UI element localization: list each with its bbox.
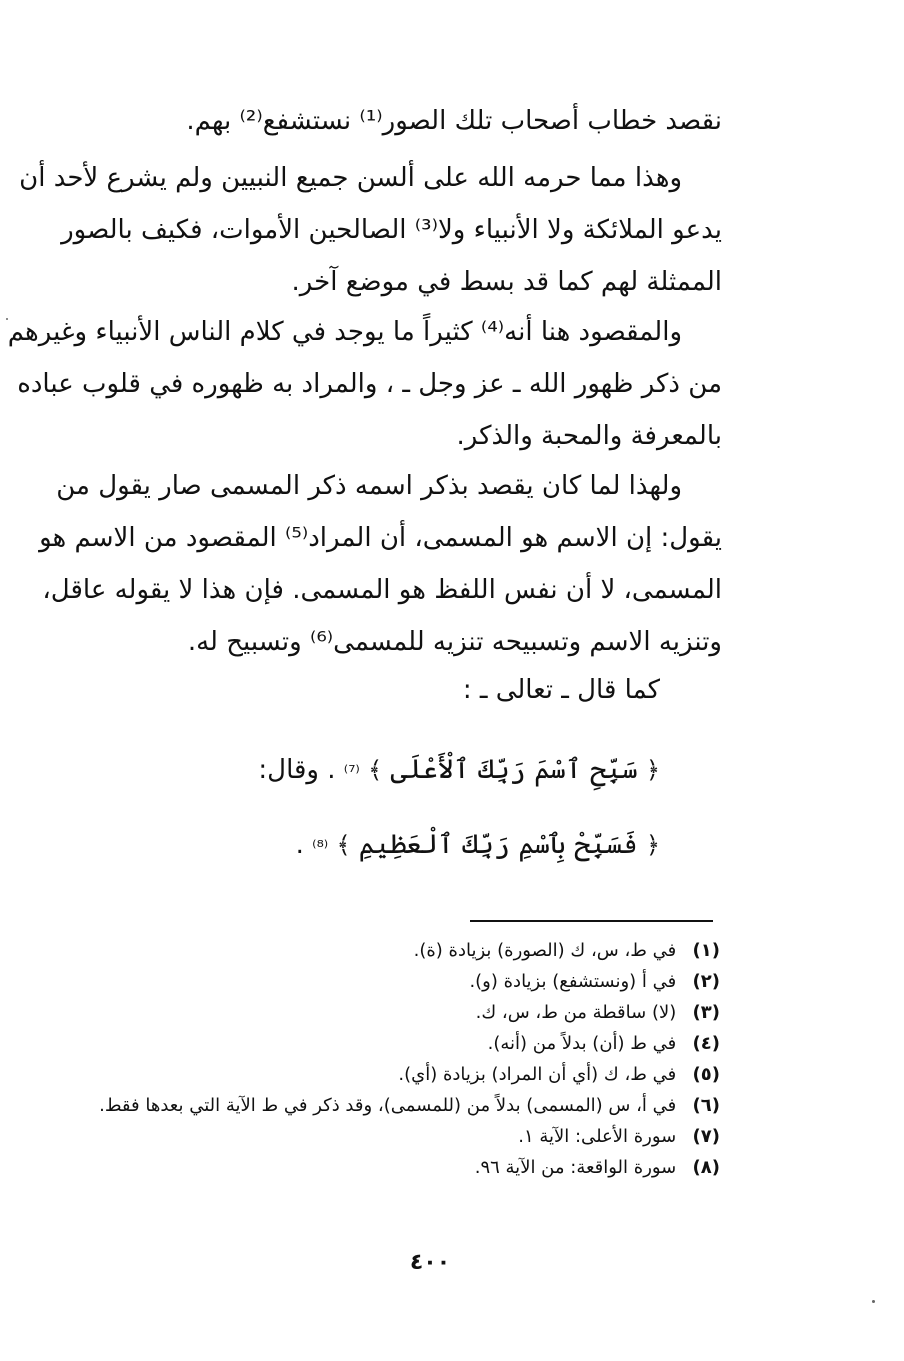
- quran-verse-2: [200, 825, 660, 868]
- verse-trailing-text: . وقال:: [258, 755, 336, 785]
- footnote-text: سورة الأعلى: الآية ١.: [518, 1126, 677, 1147]
- footnote-item: [40, 1059, 720, 1090]
- body-line-5: والمقصود هنا أنه⁽⁴⁾ كثيراً ما يوجد في كلام الناس الأنبياء وغيرهم: [7, 317, 682, 347]
- footnote-separator: [470, 920, 713, 922]
- verse-close-bracket: ﴾: [368, 756, 383, 784]
- footnote-item: [40, 966, 720, 997]
- scan-speck: [6, 318, 8, 320]
- footnote-item: [40, 997, 720, 1028]
- footnote-number: (٤): [692, 1033, 720, 1054]
- body-line-3: يدعو الملائكة ولا الأنبياء ولا⁽³⁾ الصالحين الأموات، فكيف بالصور: [61, 215, 722, 245]
- scan-speck: [872, 1300, 875, 1303]
- verse-open-bracket: ﴿: [645, 831, 660, 859]
- footnote-number: (١): [692, 940, 720, 961]
- footnotes: [40, 935, 720, 1183]
- verse-footnote-ref: ⁽⁸⁾: [312, 837, 329, 858]
- footnote-number: (٢): [692, 971, 720, 992]
- body-line-4: الممثلة لهم كما قد بسط في موضع آخر.: [291, 267, 722, 297]
- verse-trailing-text: .: [295, 830, 304, 860]
- paragraph-1: [150, 95, 722, 147]
- verse-footnote-ref: ⁽⁷⁾: [343, 762, 360, 783]
- footnote-item: [40, 1152, 720, 1183]
- paragraph-2: [19, 152, 722, 308]
- quran-verse-1: [200, 750, 660, 793]
- verse-text: سَبِّحِ ٱسْمَ رَبِّكَ ٱلْأَعْلَى: [390, 754, 638, 785]
- footnote-text: في ط (أن) بدلاً من (أنه).: [487, 1033, 677, 1054]
- paragraph-5: [150, 664, 722, 716]
- body-line-6: من ذكر ظهور الله ـ عز وجل ـ ، والمراد به ظهوره في قلوب عباده: [17, 369, 722, 399]
- footnote-text: سورة الواقعة: من الآية ٩٦.: [474, 1157, 677, 1178]
- footnote-number: (٦): [692, 1095, 720, 1116]
- footnote-item: [40, 1121, 720, 1152]
- footnote-item: [40, 1028, 720, 1059]
- verse-close-bracket: ﴾: [336, 831, 351, 859]
- body-line-7: بالمعرفة والمحبة والذكر.: [456, 421, 722, 451]
- footnote-number: (٥): [692, 1064, 720, 1085]
- body-line-1: نقصد خطاب أصحاب تلك الصور⁽¹⁾ نستشفع⁽²⁾ بهم.: [186, 106, 722, 136]
- footnote-item: [40, 1090, 720, 1121]
- footnote-number: (٧): [692, 1126, 720, 1147]
- verse-open-bracket: ﴿: [645, 756, 660, 784]
- body-line-11: وتنزيه الاسم وتسبيحه تنزيه للمسمى⁽⁶⁾ وتسبيح له.: [187, 627, 722, 657]
- footnote-text: في أ (ونستشفع) بزيادة (و).: [469, 971, 677, 992]
- body-line-10: المسمى، لا أن نفس اللفظ هو المسمى. فإن هذا لا يقوله عاقل،: [42, 575, 722, 605]
- footnote-item: [40, 935, 720, 966]
- paragraph-3: [7, 306, 722, 462]
- footnote-text: في ط، ك (أي أن المراد) بزيادة (أي).: [398, 1064, 677, 1085]
- footnote-text: في أ، س (المسمى) بدلاً من (للمسمى)، وقد ذكر في ط الآية التي بعدها فقط.: [99, 1095, 677, 1116]
- verse-text: فَسَبِّحْ بِٱسْمِ رَبِّكَ ٱلْعَظِيمِ: [358, 829, 638, 860]
- footnote-number: (٨): [692, 1157, 720, 1178]
- footnote-text: (لا) ساقطة من ط، س، ك.: [475, 1002, 677, 1023]
- body-line-12: كما قال ـ تعالى ـ :: [462, 675, 660, 705]
- body-line-8: ولهذا لما كان يقصد بذكر اسمه ذكر المسمى صار يقول من: [56, 471, 682, 501]
- footnote-number: (٣): [692, 1002, 720, 1023]
- footnote-text: في ط، س، ك (الصورة) بزيادة (ة).: [413, 940, 677, 961]
- body-line-9: يقول: إن الاسم هو المسمى، أن المراد⁽⁵⁾ المقصود من الاسم هو: [39, 523, 722, 553]
- page-number: ٤٠٠: [409, 1250, 451, 1275]
- paragraph-4: [39, 460, 722, 668]
- body-line-2: وهذا مما حرمه الله على ألسن جميع النبيين ولم يشرع لأحد أن: [19, 163, 682, 193]
